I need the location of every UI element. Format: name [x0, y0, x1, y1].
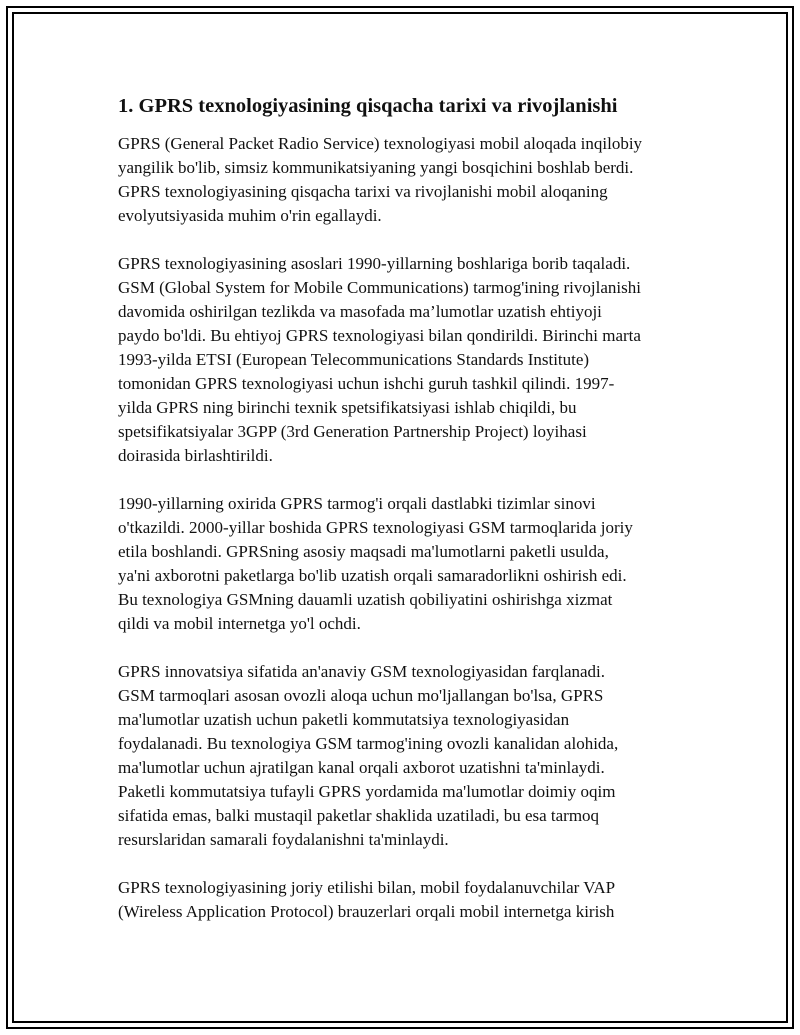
text-line: Bu texnologiya GSMning dauamli uzatish qobiliyatini oshirishga xizmat [118, 590, 613, 609]
text-line: o'tkazildi. 2000-yillar boshida GPRS texnologiyasi GSM tarmoqlarida joriy [118, 518, 633, 537]
text-line: GPRS texnologiyasining joriy etilishi bilan, mobil foydalanuvchilar VAP [118, 878, 616, 897]
paragraph [118, 660, 698, 852]
paragraph [118, 876, 698, 924]
text-line: yangilik bo'lib, simsiz kommunikatsiyaning yangi bosqichini boshlab berdi. [118, 158, 634, 177]
text-line: GPRS innovatsiya sifatida an'anaviy GSM texnologiyasidan farqlanadi. [118, 662, 606, 681]
text-line: evolyutsiyasida muhim o'rin egallaydi. [118, 206, 382, 225]
text-line: yilda GPRS ning birinchi texnik spetsifikatsiyasi ishlab chiqildi, bu [118, 398, 577, 417]
paragraph [118, 132, 698, 228]
text-line: ya'ni axborotni paketlarga bo'lib uzatish orqali samaradorlikni oshirish edi. [118, 566, 627, 585]
text-line: GSM (Global System for Mobile Communications) tarmog'ining rivojlanishi [118, 278, 641, 297]
paragraph [118, 252, 698, 468]
text-line: spetsifikatsiyalar 3GPP (3rd Generation Partnership Project) loyihasi [118, 422, 587, 441]
section-heading: 1. GPRS texnologiyasining qisqacha tarixi va rivojlanishi [118, 95, 618, 117]
text-line: qildi va mobil internetga yo'l ochdi. [118, 614, 361, 633]
text-line: (Wireless Application Protocol) brauzerlari orqali mobil internetga kirish [118, 902, 615, 921]
text-line: Paketli kommutatsiya tufayli GPRS yordamida ma'lumotlar doimiy oqim [118, 782, 616, 801]
text-line: ma'lumotlar uzatish uchun paketli kommutatsiya texnologiyasidan [118, 710, 570, 729]
text-line: 1990-yillarning oxirida GPRS tarmog'i orqali dastlabki tizimlar sinovi [118, 494, 596, 513]
text-line: doirasida birlashtirildi. [118, 446, 273, 465]
text-line: davomida oshirilgan tezlikda va masofada ma’lumotlar uzatish ehtiyoji [118, 302, 602, 321]
text-line: 1993-yilda ETSI (European Telecommunications Standards Institute) [118, 350, 590, 369]
text-line: resurslaridan samarali foydalanishni ta'minlaydi. [118, 830, 449, 849]
document-body [118, 92, 698, 948]
text-line: foydalanadi. Bu texnologiya GSM tarmog'ining ovozli kanalidan alohida, [118, 734, 619, 753]
text-line: GPRS (General Packet Radio Service) texnologiyasi mobil aloqada inqilobiy [118, 134, 643, 153]
text-line: sifatida emas, balki mustaqil paketlar shaklida uzatiladi, bu esa tarmoq [118, 806, 600, 825]
text-line: GPRS texnologiyasining asoslari 1990-yillarning boshlariga borib taqaladi. [118, 254, 631, 273]
text-line: paydo bo'ldi. Bu ehtiyoj GPRS texnologiyasi bilan qondirildi. Birinchi marta [118, 326, 641, 345]
text-line: tomonidan GPRS texnologiyasi uchun ishchi guruh tashkil qilindi. 1997- [118, 374, 615, 393]
text-line: GSM tarmoqlari asosan ovozli aloqa uchun mo'ljallangan bo'lsa, GPRS [118, 686, 604, 705]
text-line: GPRS texnologiyasining qisqacha tarixi va rivojlanishi mobil aloqaning [118, 182, 608, 201]
paragraph [118, 492, 698, 636]
text-line: etila boshlandi. GPRSning asosiy maqsadi ma'lumotlarni paketli usulda, [118, 542, 609, 561]
text-line: ma'lumotlar uchun ajratilgan kanal orqali axborot uzatishni ta'minlaydi. [118, 758, 605, 777]
